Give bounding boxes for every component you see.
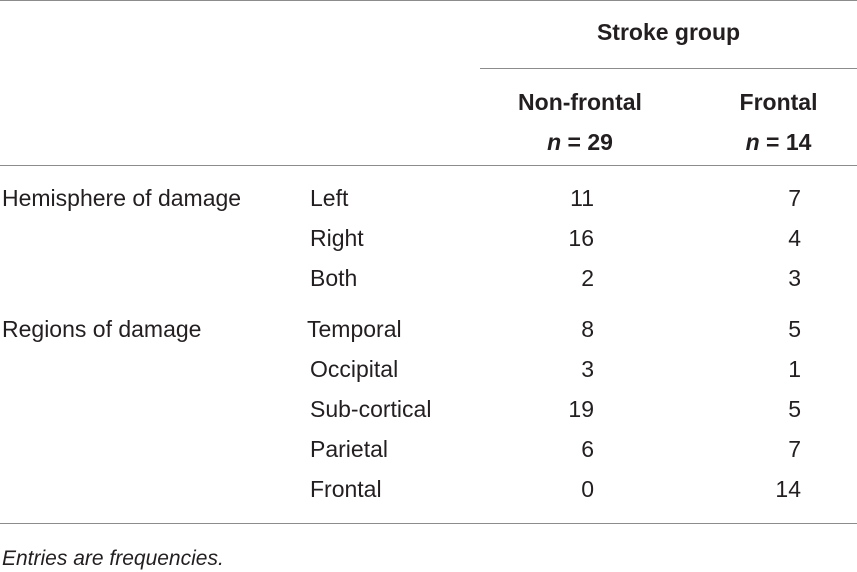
row-label: Temporal bbox=[307, 316, 402, 342]
cell-nonfrontal: 3 bbox=[581, 356, 594, 382]
column-n-nonfrontal: n = 29 bbox=[547, 129, 613, 155]
cell-frontal: 14 bbox=[775, 476, 801, 502]
cell-frontal: 5 bbox=[788, 316, 801, 342]
cell-nonfrontal: 6 bbox=[581, 436, 594, 462]
cell-frontal: 7 bbox=[788, 185, 801, 211]
column-header-frontal: Frontal bbox=[739, 89, 818, 115]
column-header-nonfrontal: Non-frontal bbox=[518, 89, 642, 115]
row-label: Left bbox=[310, 185, 349, 211]
row-label: Right bbox=[310, 225, 364, 251]
cell-frontal: 5 bbox=[788, 396, 801, 422]
cell-nonfrontal: 19 bbox=[568, 396, 594, 422]
row-label: Both bbox=[310, 265, 358, 291]
table-top-rule bbox=[0, 0, 857, 1]
table-footnote: Entries are frequencies. bbox=[2, 547, 224, 570]
row-label: Frontal bbox=[310, 476, 382, 502]
row-label: Occipital bbox=[310, 356, 399, 382]
row-label: Sub-cortical bbox=[310, 396, 432, 422]
group-header: Stroke group bbox=[596, 19, 741, 45]
cell-frontal: 1 bbox=[788, 356, 801, 382]
group-header-rule bbox=[480, 68, 857, 69]
row-label: Parietal bbox=[310, 436, 388, 462]
cell-frontal: 3 bbox=[788, 265, 801, 291]
section-label-hemisphere: Hemisphere of damage bbox=[2, 185, 242, 211]
table-bottom-rule bbox=[0, 523, 857, 524]
header-bottom-rule bbox=[0, 165, 857, 166]
cell-nonfrontal: 16 bbox=[568, 225, 594, 251]
section-label-regions: Regions of damage bbox=[2, 316, 202, 342]
column-n-frontal: n = 14 bbox=[745, 129, 812, 155]
cell-nonfrontal: 0 bbox=[581, 476, 594, 502]
cell-frontal: 7 bbox=[788, 436, 801, 462]
cell-frontal: 4 bbox=[788, 225, 801, 251]
cell-nonfrontal: 8 bbox=[581, 316, 594, 342]
cell-nonfrontal: 11 bbox=[570, 185, 594, 211]
cell-nonfrontal: 2 bbox=[581, 265, 594, 291]
